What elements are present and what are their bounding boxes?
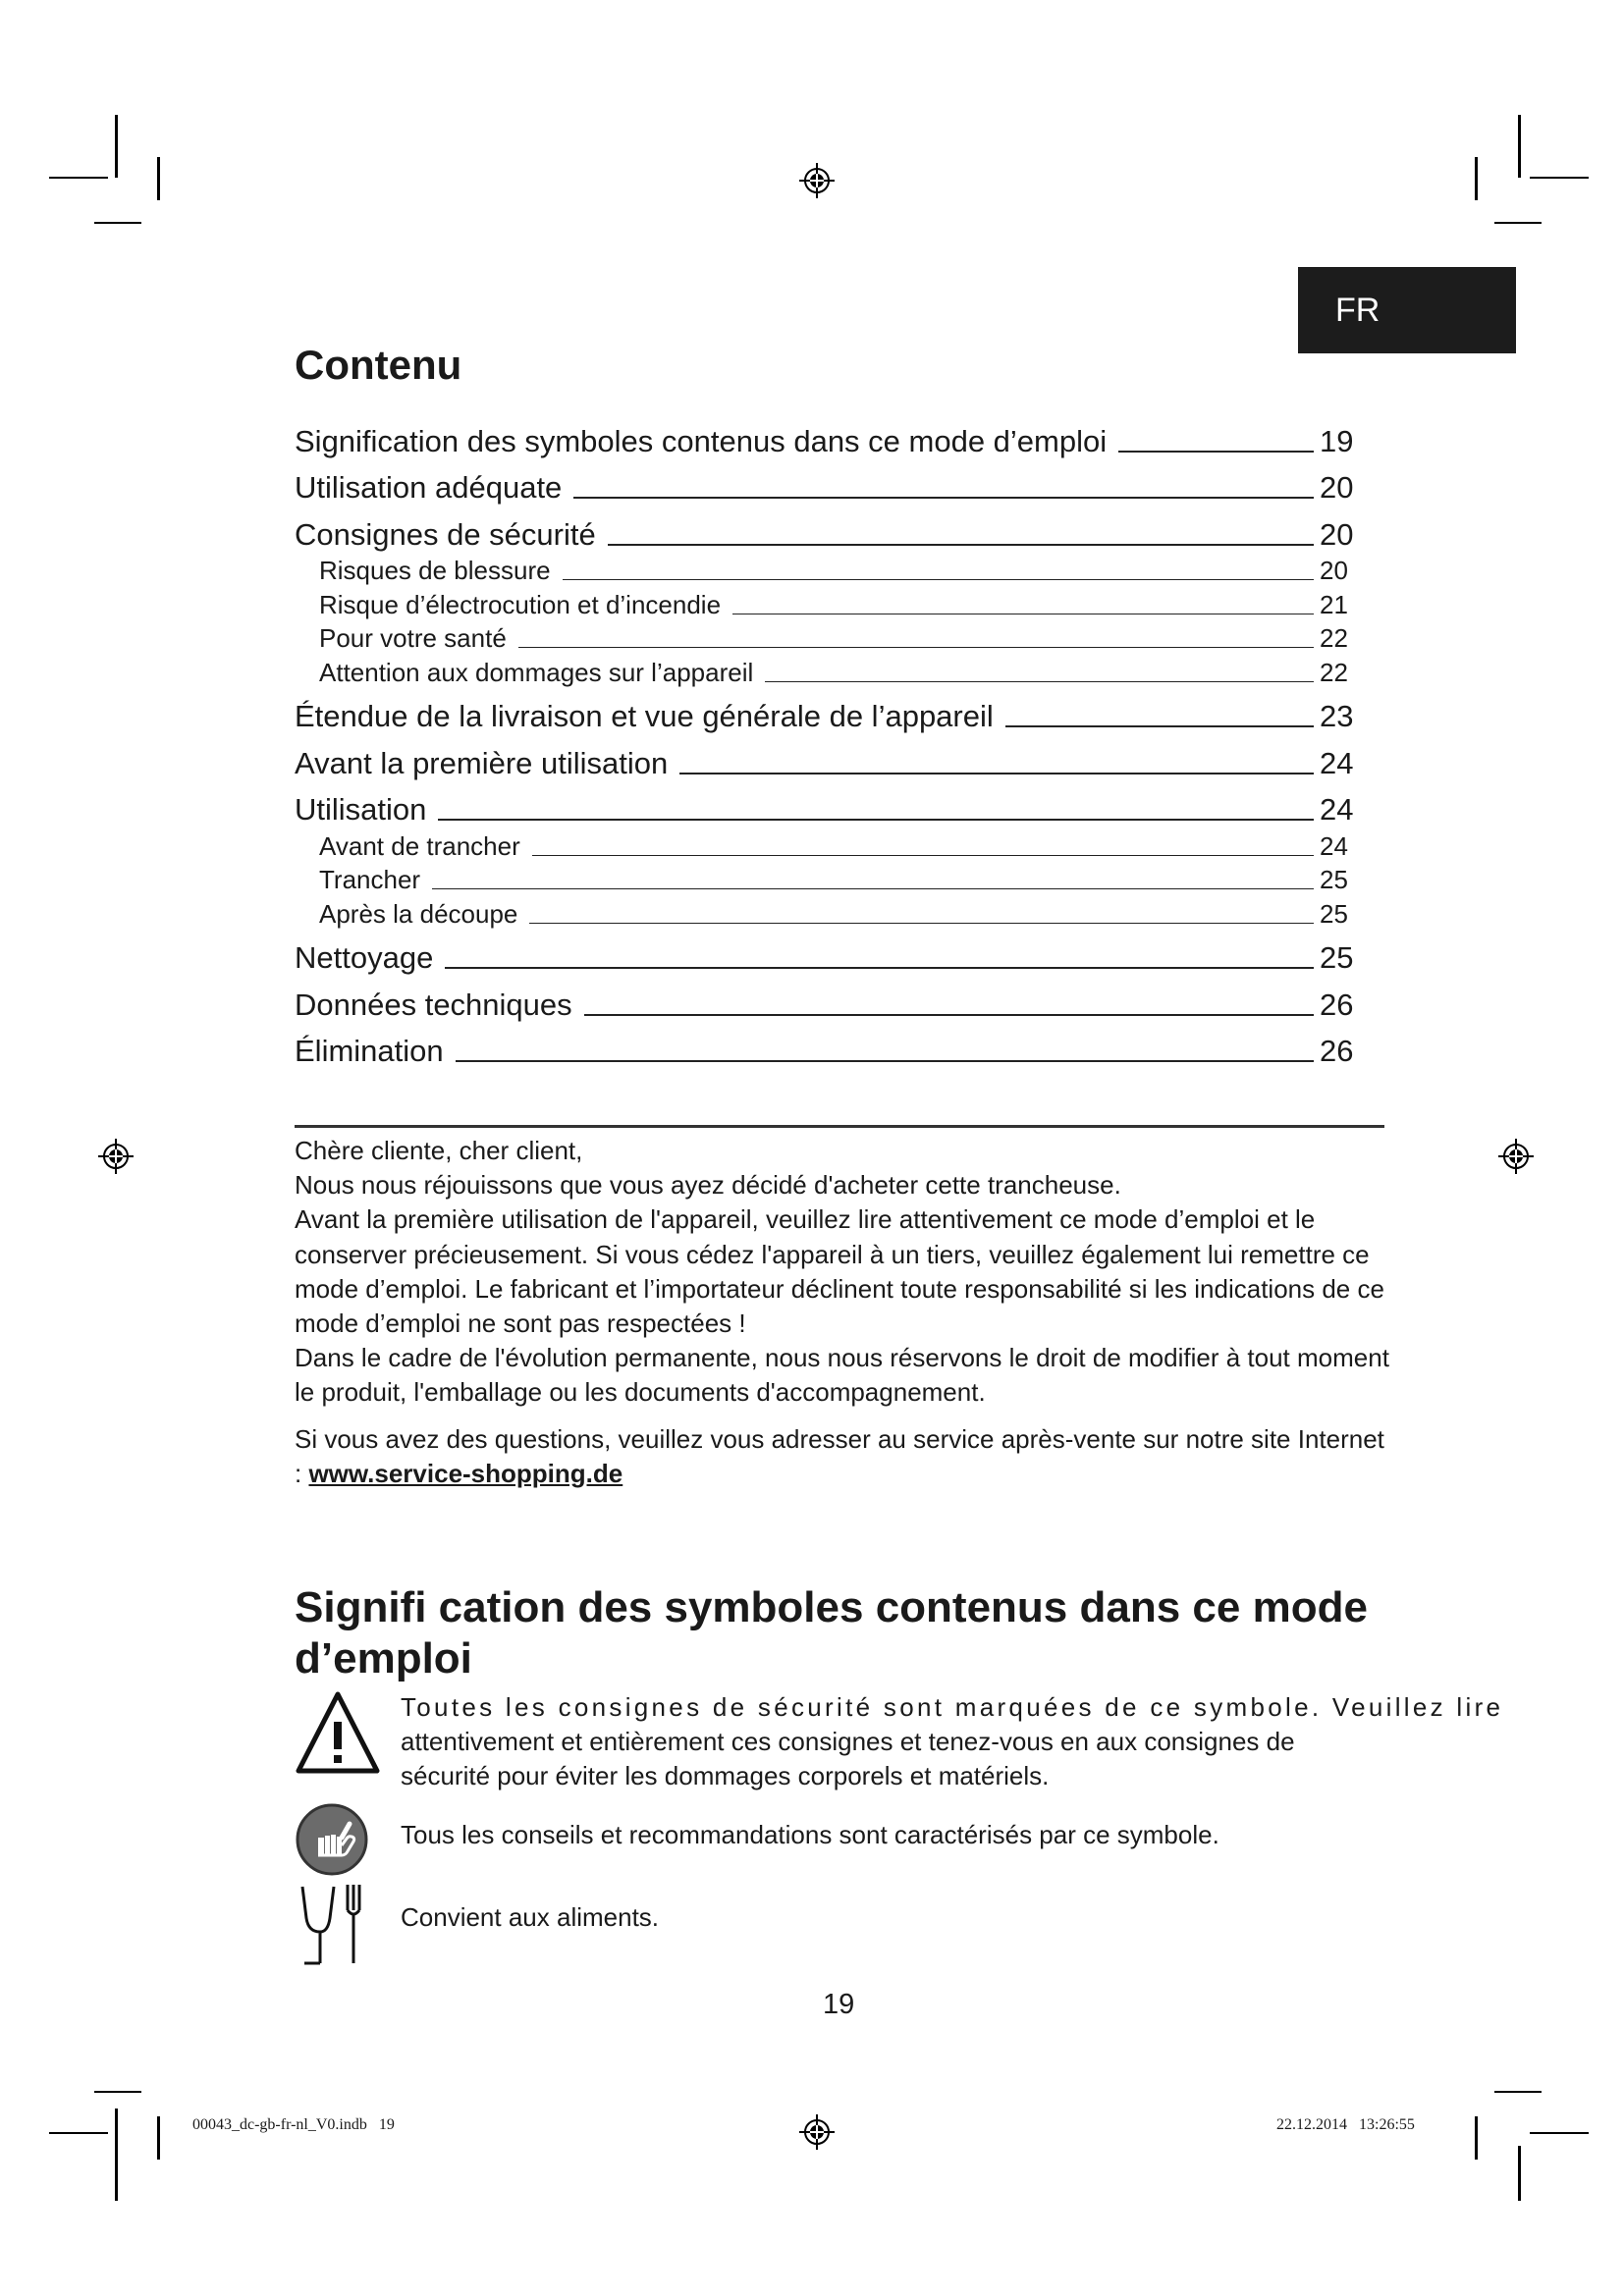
registration-mark-icon xyxy=(1496,1137,1536,1176)
food-text: Convient aux aliments. xyxy=(401,1902,660,1932)
toc-entry-label: Pour votre santé xyxy=(319,623,507,653)
toc-entry-page: 21 xyxy=(1320,589,1348,619)
toc-entry-page: 20 xyxy=(1320,516,1354,552)
intro-text xyxy=(295,1134,1389,1491)
symbols-section-title: Signifi cation des symboles contenus dans ce mode d’emploi xyxy=(295,1583,1368,1682)
toc-entry-label: Trancher xyxy=(319,865,421,894)
toc-entry xyxy=(295,930,1359,977)
toc-entry-page: 19 xyxy=(1320,423,1354,458)
toc-subentry xyxy=(295,654,1359,688)
warning-symbol-row xyxy=(295,1688,1532,1796)
food-safe-icon xyxy=(295,1883,363,1967)
toc-title: Contenu xyxy=(295,342,462,388)
toc-entry-label: Étendue de la livraison et vue générale de l’appareil xyxy=(295,699,994,733)
hand-tip-icon xyxy=(295,1802,369,1877)
footer-timestamp: 22.12.2014 13:26:55 xyxy=(1276,2116,1415,2133)
toc-entry-label: Données techniques xyxy=(295,987,572,1022)
registration-mark-icon xyxy=(96,1137,135,1176)
toc-entry-page: 25 xyxy=(1320,898,1348,929)
toc-entry-page: 25 xyxy=(1320,940,1354,975)
tip-text: Tous les conseils et recommandations sont caractérisés par ce symbole. xyxy=(401,1820,1219,1849)
warning-text-line: attentivement et entièrement ces consignes et tenez-vous en aux consignes de xyxy=(401,1727,1295,1756)
toc-entry xyxy=(295,734,1359,781)
support-text: Si vous avez des questions, veuillez vous adresser au service après-vente sur notre site Internet : xyxy=(295,1423,1384,1488)
food-symbol-row xyxy=(295,1883,1532,1971)
toc-entry-label: Nettoyage xyxy=(295,940,434,975)
toc-entry-label: Avant de trancher xyxy=(319,830,520,861)
service-website-link[interactable]: www.service-shopping.de xyxy=(308,1458,623,1488)
toc-entry-label: Risque d’électrocution et d’incendie xyxy=(319,589,722,619)
toc-entry-page: 20 xyxy=(1320,470,1354,505)
tip-symbol-row xyxy=(295,1802,1532,1881)
footer-filename: 00043_dc-gb-fr-nl_V0.indb 19 xyxy=(192,2116,395,2133)
toc-entry-page: 26 xyxy=(1320,1034,1354,1068)
toc-entry-label: Avant la première utilisation xyxy=(295,745,669,780)
toc-entry xyxy=(295,781,1359,828)
page-number: 19 xyxy=(823,1989,855,2020)
registration-mark-icon xyxy=(797,2112,837,2152)
toc-entry-page: 24 xyxy=(1320,830,1348,861)
toc-entry xyxy=(295,976,1359,1023)
intro-paragraph: Avant la première utilisation de l'appareil, veuillez lire attentivement ce mode d’emploi et le conserver précieusement. Si vous cédez l'appareil à un tiers, veuillez également lui remettre ce mode d’emploi. Le fabricant et l’importateur déclinent toute responsabilité si les indications de ce mode d’emploi ne sont pas respectées ! xyxy=(295,1204,1384,1339)
toc-entry xyxy=(295,459,1359,507)
toc-entry-page: 24 xyxy=(1320,792,1354,827)
toc-entry-label: Après la découpe xyxy=(319,898,518,929)
table-of-contents xyxy=(295,412,1359,1069)
toc-entry-label: Risques de blessure xyxy=(319,556,551,585)
warning-text-line: sécurité pour éviter les dommages corporels et matériels. xyxy=(401,1761,1050,1790)
support-paragraph xyxy=(295,1422,1389,1491)
toc-entry-page: 26 xyxy=(1320,987,1354,1022)
toc-entry xyxy=(295,688,1359,735)
toc-entry xyxy=(295,1023,1359,1070)
toc-entry-page: 22 xyxy=(1320,657,1348,687)
toc-entry xyxy=(295,412,1359,459)
toc-entry-page: 25 xyxy=(1320,865,1348,894)
toc-entry-label: Consignes de sécurité xyxy=(295,516,596,552)
toc-entry-label: Signification des symboles contenus dans ce mode d’emploi xyxy=(295,423,1108,458)
toc-entry xyxy=(295,506,1359,553)
registration-mark-icon xyxy=(797,161,837,200)
language-tab: FR xyxy=(1298,267,1516,353)
toc-subentry xyxy=(295,586,1359,620)
greeting: Chère cliente, cher client, xyxy=(295,1136,583,1165)
warning-text-line: Toutes les consignes de sécurité sont marquées de ce symbole. Veuillez lire xyxy=(401,1692,1504,1722)
toc-subentry xyxy=(295,895,1359,930)
intro-paragraph: Dans le cadre de l'évolution permanente, nous nous réservons le droit de modifier à tout moment le produit, l'emballage ou les documents d'accompagnement. xyxy=(295,1343,1389,1408)
toc-entry-label: Élimination xyxy=(295,1034,444,1068)
intro-paragraph: Nous nous réjouissons que vous ayez décidé d'acheter cette trancheuse. xyxy=(295,1170,1121,1201)
toc-entry-page: 24 xyxy=(1320,745,1354,780)
toc-entry-label: Attention aux dommages sur l’appareil xyxy=(319,657,754,687)
section-divider xyxy=(295,1125,1384,1128)
toc-subentry xyxy=(295,553,1359,587)
toc-entry-page: 20 xyxy=(1320,556,1348,585)
toc-subentry xyxy=(295,828,1359,862)
toc-entry-page: 22 xyxy=(1320,623,1348,653)
toc-subentry xyxy=(295,862,1359,896)
toc-entry-label: Utilisation xyxy=(295,792,427,827)
warning-triangle-icon xyxy=(295,1688,381,1777)
toc-entry-label: Utilisation adéquate xyxy=(295,470,563,505)
toc-subentry xyxy=(295,620,1359,655)
toc-entry-page: 23 xyxy=(1320,699,1354,733)
